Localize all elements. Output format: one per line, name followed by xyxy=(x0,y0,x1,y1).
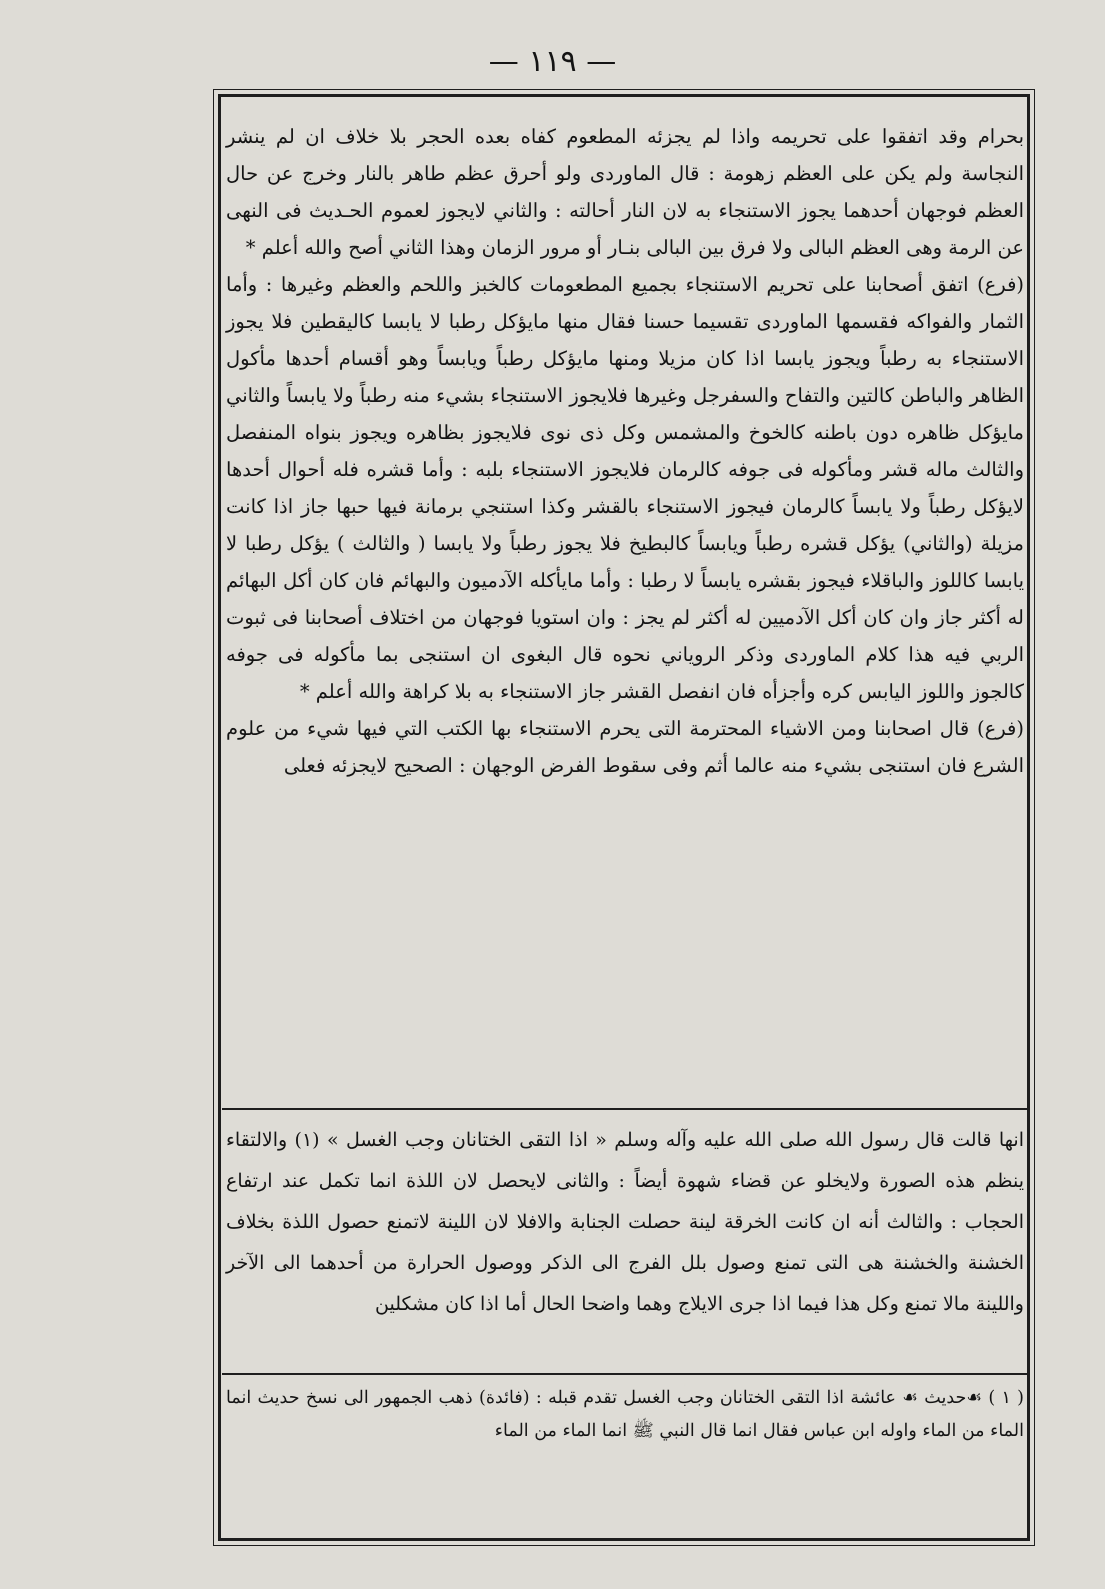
main-paragraph: (فرع) اتفق أصحابنا على تحريم الاستنجاء بجميع المطعومات كالخبز واللحم والعظم وغيرها : وأما الثمار والفواكه فقسمها الماوردى تقسيما حسنا فقال منها مايؤكل رطبا لا يابسا كاليقطين فلا يجوز الاستنجاء به رطباً ويجوز يابسا اذا كان مزيلا ومنها مايؤكل رطباً ويابساً وهو أقسام أحدها مأكول الظاهر والباطن كالتين والتفاح والسفرجل وغيرها فلايجوز الاستنجاء بشيء منه رطباً ولا يابساً والثاني مايؤكل ظاهره دون باطنه كالخوخ والمشمس وكل ذى نوى فلايجوز بظاهره ويجوز بنواه المنفصل والثالث ماله قشر ومأكوله فى جوفه كالرمان فلايجوز الاستنجاء بلبه : وأما قشره فله أحوال أحدها لايؤكل رطباً ولا يابساً كالرمان فيجوز الاستنجاء بالقشر وكذا استنجي برمانة فيها حبها جاز اذا كانت مزيلة (والثاني) يؤكل قشره رطباً ويابساً كالبطيخ فلا يجوز رطباً ولا يابسا ( والثالث ) يؤكل رطبا لا يابسا كاللوز والباقلاء فيجوز بقشره يابساً لا رطبا : وأما مايأكله الآدميون والبهائم فان كان أكل البهائم له أكثر جاز وان كان أكل الآدميين له أكثر لم يجز : وان استويا فوجهان من اختلاف أصحابنا فى ثبوت الربي فيه هذا كلام الماوردى وذكر الروياني نحوه قال البغوى ان استنجى بما مأكوله فى جوفه كالجوز واللوز اليابس كره وأجزأه فان انفصل القشر جاز الاستنجاء به بلا كراهة والله أعلم * xyxy=(226,273,1024,703)
main-paragraph: (فرع) قال اصحابنا ومن الاشياء المحترمة التى يحرم الاستنجاء بها الكتب التي فيها شيء من علوم الشرع فان استنجى بشيء منه عالما أثم وفى سقوط الفرض الوجهان : الصحيح لايجزئه فعلى xyxy=(226,717,1024,777)
commentary-paragraph: انها قالت قال رسول الله صلى الله عليه وآله وسلم « اذا التقى الختانان وجب الغسل » (١) والالتقاء ينظم هذه الصورة ولايخلو عن قضاء شهوة أيضاً : والثانى لايحصل لان اللذة انما تكمل عند ارتفاع الحجاب : والثالث أنه ان كانت الخرقة لينة حصلت الجنابة والافلا لان اللينة لاتمنع حصول اللذة بخلاف الخشنة والخشنة هى التى تمنع وصول بلل الفرج الى الذكر ووصول الحرارة من أحدهما الى الآخر واللينة مالا تمنع وكل هذا فيما اذا جرى الايلاج وهما واضحا الحال أما اذا كان مشكلين xyxy=(226,1129,1024,1315)
main-paragraph: بحرام وقد اتفقوا على تحريمه واذا لم يجزئه المطعوم كفاه بعده الحجر بلا خلاف ان لم ينشر النجاسة ولم يكن على العظم زهومة : قال الماوردى ولو أحرق عظم طاهر بالنار وخرج عن حال العظم فوجهان أحدهما يجوز الاستنجاء به لان النار أحالته : والثاني لايجوز لعموم الحـديث فى النهى عن الرمة وهى العظم البالى ولا فرق بين البالى بنـار أو مرور الزمان وهذا الثاني أصح والله أعلم * xyxy=(226,125,1024,259)
page-number: — ١١٩ — xyxy=(488,44,617,79)
commentary-text xyxy=(226,1120,1024,1325)
main-text xyxy=(226,118,1024,784)
footnotes xyxy=(226,1382,1024,1448)
section-divider xyxy=(222,1108,1028,1110)
footnote-paragraph: ( ١ ) ☙حديث ☙ عائشة اذا التقى الختانان وجب الغسل تقدم قبله : (فائدة) ذهب الجمهور الى نسخ حديث انما الماء من الماء واوله ابن عباس فقال انما قال النبي ﷺ انما الماء من الماء xyxy=(226,1388,1024,1441)
footnote-divider xyxy=(222,1373,1028,1375)
